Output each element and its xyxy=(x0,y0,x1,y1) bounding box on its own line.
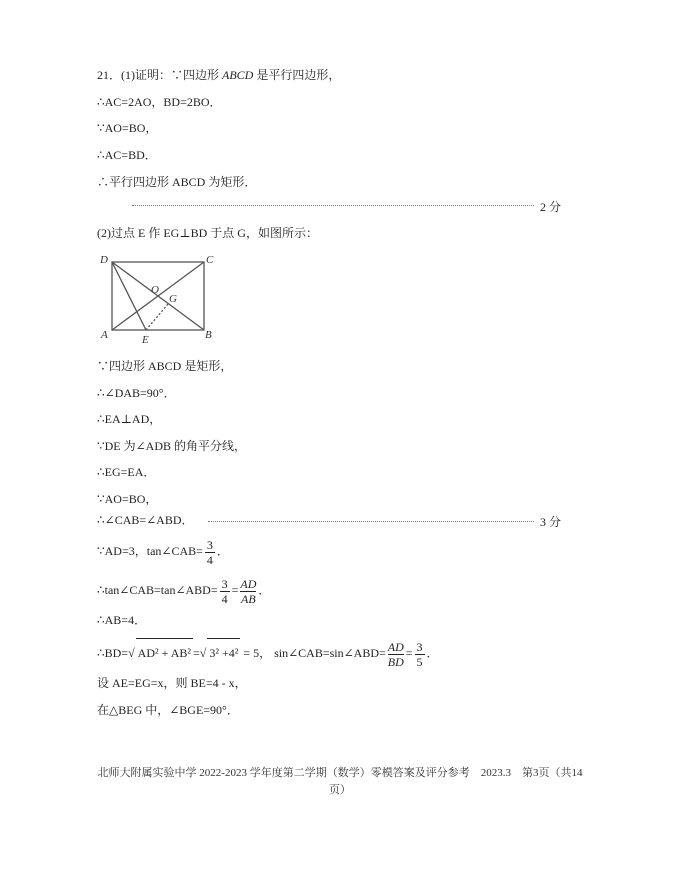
segment-de xyxy=(112,262,146,330)
part2-line-7: ∴∠CAB=∠ABD． xyxy=(97,513,194,527)
part1-line-5: ∴平行四边形 ABCD 为矩形． xyxy=(97,175,257,189)
numerator: 3 xyxy=(206,537,213,552)
denominator: 4 xyxy=(206,552,213,567)
denominator: AB xyxy=(241,591,256,606)
part1-line-4: ∴AC=BD． xyxy=(97,148,157,162)
part2-line-5: ∴EG=EA． xyxy=(97,465,156,479)
numerator: AD xyxy=(387,639,404,654)
label-d: D xyxy=(100,254,108,266)
part2-line-3: ∴EA⊥AD， xyxy=(97,412,162,426)
numerator: AD xyxy=(240,576,257,591)
text: = xyxy=(405,646,413,660)
part2-line-12: 设 AE=EG=x，则 BE=4 - x， xyxy=(97,676,247,690)
score-dots xyxy=(208,521,534,522)
label-c: C xyxy=(206,254,214,266)
part2-line-10: ∴AB=4． xyxy=(97,613,147,627)
score-3: 3 分 xyxy=(540,515,562,529)
part2-intro: (2)过点 E 作 EG⊥BD 于点 G，如图所示： xyxy=(97,226,318,240)
numerator: 3 xyxy=(416,639,423,654)
text: ． xyxy=(258,583,271,597)
sqrt-expression: 3² +4² xyxy=(207,638,240,667)
text: ． xyxy=(216,544,229,558)
fraction xyxy=(220,577,230,606)
part2-line-11: ∴BD=√ AD² + AB² =√ 3² +4² = 5， sin∠CAB=sin∠ABD= $\frac{AD}{BD}$ = $\frac{3}{5}$ ． xyxy=(97,639,439,669)
part2-line-2: ∴∠DAB=90°． xyxy=(97,386,176,400)
score-2: 2 分 xyxy=(540,200,562,214)
label-e: E xyxy=(142,334,149,346)
part2-line-8 xyxy=(97,537,229,567)
denominator: BD xyxy=(387,654,404,669)
part1-line-3: ∵AO=BO， xyxy=(97,121,158,135)
text: ∵AD=3，tan∠CAB= xyxy=(97,544,203,558)
numerator: 3 xyxy=(221,576,228,591)
text: ∴tan∠CAB=tan∠ABD= xyxy=(97,583,218,597)
label-g: G xyxy=(169,293,177,305)
footer-line-2: 页） xyxy=(329,784,351,796)
text: 21．(1)证明：∵四边形 xyxy=(97,68,222,82)
part2-line-4: ∵DE 为∠ADB 的角平分线， xyxy=(97,439,247,453)
text: ． xyxy=(426,646,439,660)
part2-line-9 xyxy=(97,576,270,606)
text: ABCD xyxy=(222,68,254,82)
denominator: 5 xyxy=(416,654,423,669)
page-footer xyxy=(95,765,585,799)
label-a: A xyxy=(101,329,108,341)
fraction xyxy=(415,640,425,669)
fraction xyxy=(205,538,215,567)
part2-line-13: 在△BEG 中，∠BGE=90°． xyxy=(97,703,239,717)
denominator: 4 xyxy=(221,591,228,606)
fraction xyxy=(388,640,404,669)
footer-line-1: 北师大附属实验中学 2022-2023 学年度第二学期（数学）零模答案及评分参考 2023.3 第3页（共14 xyxy=(97,767,583,779)
part2-line-1: ∵四边形 ABCD 是矩形， xyxy=(97,359,233,373)
part2-line-6: ∵AO=BO， xyxy=(97,492,158,506)
part1-line-2: ∴AC=2AO，BD=2BO． xyxy=(97,95,222,109)
text: = xyxy=(192,646,200,660)
label-o: O xyxy=(151,284,159,296)
text: ∴BD= xyxy=(97,646,129,660)
text: 是平行四边形， xyxy=(253,68,341,82)
segment-eg xyxy=(146,304,168,330)
text: = 5， sin∠CAB=sin∠ABD= xyxy=(240,646,386,660)
label-b: B xyxy=(205,329,212,341)
text: = xyxy=(231,583,239,597)
sqrt-expression: AD² + AB² xyxy=(136,638,193,667)
fraction xyxy=(240,577,256,606)
